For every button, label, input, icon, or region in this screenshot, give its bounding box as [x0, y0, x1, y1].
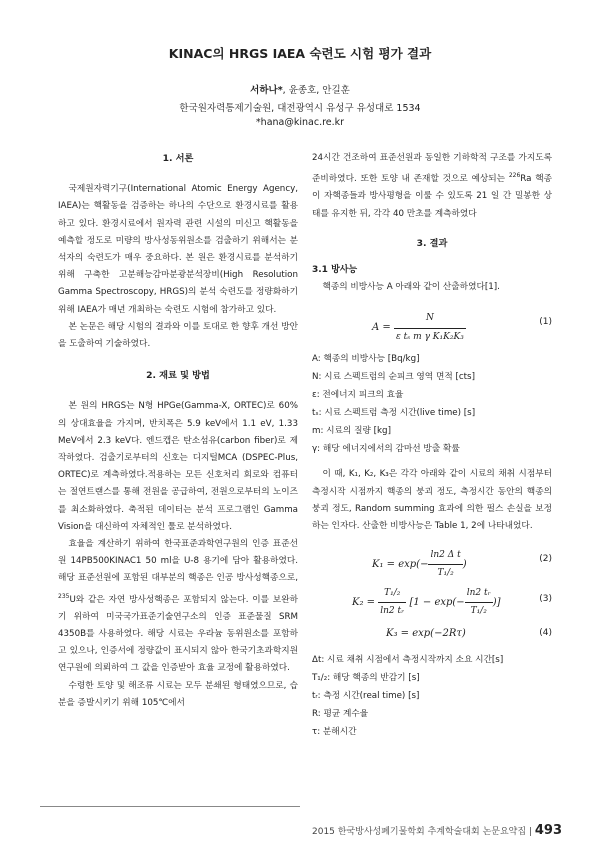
equation-3: K₂ = $\frac{\text{T₁/₂}}{\text{ln2 tᵣ}}$ [1 − exp(− $\frac{\text{ln2 tᵣ}}{\text{T₁/₂}}$ )] (3) — [312, 581, 552, 621]
right-column — [312, 150, 552, 741]
page-number: 493 — [534, 823, 562, 838]
intro-paragraph-2: 본 논문은 해당 시험의 결과와 이를 토대로 한 향후 개선 방안을 도출하여 기술하였다. — [58, 321, 298, 350]
lead-author: 서하나 — [250, 85, 278, 96]
intro-paragraph-1: 국제원자력기구(International Atomic Energy Agency, IAEA)는 핵활동을 검증하는 하나의 수단으로 환경시료를 활용하고 있다. 환경시료에서 원자력 관련 시설의 미신고 핵활동을 예측할 정도로 미량의 방사성동위원소를 검출하기 위해서는 분석자의 숙련도가 매우 중요하다. 본 원은 환경시료를 분석하기 위해 구축한 고분해능감마분광분석장비(High Resolution Gamma Spectroscopy, HRGS)의 분석 숙련도를 정량화하기 위해 IAEA가 매년 개최하는 숙련도 시험에 참가하고 있다. — [58, 184, 298, 315]
methods-paragraph-3: 수령한 토양 및 해조류 시료는 모두 분쇄된 형태였으므로, 습분을 증발시키기 위해 105℃에서 — [58, 680, 298, 708]
prep-paragraph: 24시간 건조하여 표준선원과 동일한 기하학적 구조를 가지도록 준비하였다. 또한 토양 내 존재할 것으로 예상되는 $^{226}$Ra 핵종이 자핵종들과 방사평형을 이룰 수 있도록 21 일 간 밀봉한 상태를 유지한 뒤, 각각 40 만초를 계측하였다 — [312, 153, 552, 219]
activity-subheading: 3.1 방사능 — [312, 264, 358, 275]
page-footer — [312, 823, 562, 838]
intro-heading: 1. 서론 — [162, 153, 194, 164]
definition-item: R: 평균 계수율 — [312, 709, 369, 720]
equation-4-number: (4) — [539, 628, 552, 639]
affiliation: 한국원자력통제기술원, 대전광역시 유성구 유성대로 1534 — [179, 103, 421, 114]
left-column — [58, 150, 298, 712]
methods-heading: 2. 재료 및 방법 — [146, 370, 210, 382]
definition-item: tᵣ: 측정 시간(real time) [s] — [312, 691, 420, 702]
methods-paragraph-1: 본 원의 HRGS는 N형 HPGe(Gamma-X, ORTEC)로 60%의 상대효율을 가지며, 반치폭은 5.9 keV에서 1.1 eV, 1.33 MeV에서 2.3 keV다. 엔드캡은 탄소섬유(carbon fiber)로 제작하였다. 검출기로부터의 신호는 디지털MCA (DSPEC-Plus, ORTEC)로 계측하였다.적용하는 모든 신호처리 회로와 컴퓨터는 절연트랜스를 통해 전원을 공급하여, 전원으로부터의 노이즈를 최소화하였다. 축적된 데이터는 분석 프로그램인 Gamma Vision을 대신하여 자체적인 툴로 분석하였다. — [58, 401, 298, 532]
results-heading: 3. 결과 — [416, 237, 448, 249]
footer-rule — [40, 806, 300, 807]
equation-3-number: (3) — [539, 594, 552, 605]
definition-item: Δt: 시료 채취 시점에서 측정시작까지 소요 시간[s] — [312, 655, 504, 666]
definition-item: A: 핵종의 비방사능 [Bq/kg] — [312, 354, 420, 365]
author-email: *hana@kinac.re.kr — [255, 117, 345, 128]
paper-title: KINAC의 HRGS IAEA 숙련도 시험 평가 결과 — [168, 46, 432, 61]
definition-item: τ: 분해시간 — [312, 727, 357, 738]
definition-item: N: 시료 스펙트럼의 순피크 영역 면적 [cts] — [312, 372, 475, 383]
equation-4: K₃ = exp(−2Rτ) (4) — [312, 621, 552, 647]
footer-text: 2015 한국방사성폐기물학회 추계학술대회 논문요약집 — [312, 827, 527, 837]
footer-separator: | — [528, 827, 532, 837]
author-list — [0, 82, 600, 96]
definitions-2 — [312, 651, 552, 741]
equation-2-number: (2) — [539, 554, 552, 565]
definition-item: ε: 전에너지 피크의 효율 — [312, 390, 404, 401]
definition-item: T₁/₂: 해당 핵종의 반감기 [s] — [312, 673, 420, 684]
correction-paragraph: 이 때, K₁, K₂, K₃은 각각 아래와 같이 시료의 채취 시점부터 측정시작 시점까지 핵종의 붕괴 정도, 측정시간 동안의 핵종의 붕괴 정도, Random summing 효과에 의한 펄스 손실을 보정하는 인자다. 산출한 비방사능은 Table 1, 2에 나타내었다. — [312, 469, 552, 531]
equation-1: A = $\frac{N}{\text{ε tₛ m γ K₁K₂K₃}}$ (1) — [312, 304, 552, 344]
definition-item: γ: 해당 에너지에서의 감마선 방출 확률 — [312, 444, 460, 455]
definition-item: m: 시료의 질량 [kg] — [312, 426, 391, 437]
activity-intro: 핵종의 비방사능 A 아래와 같이 산출하였다[1]. — [322, 282, 500, 293]
definitions-1 — [312, 350, 552, 458]
equation-2: K₁ = exp(− $\frac{\text{ln2 Δ t}}{\text{T₁/₂}}$ ) (2) — [312, 541, 552, 581]
co-authors: , 윤종호, 안길훈 — [282, 85, 350, 96]
equation-1-number: (1) — [539, 317, 552, 328]
methods-paragraph-2: 효율을 계산하기 위하여 한국표준과학연구원의 인증 표준선원 14PB500KINAC1 50 ml을 U-8 용기에 담아 활용하였다. 해당 표준선원에 포함된 대부분의 핵종은 인공 방사성핵종으로, $^{235}$U와 같은 자연 방사성핵종은 포함되지 않는다. 이를 보완하기 위하여 미국국가표준기술연구소의 인증 표준물질 SRM 4350B를 사용하였다. 해당 시료는 우라늄 동위원소를 포함하고 있으나, 인증서에 정량값이 표시되지 않아 한국기초과학지원연구원에 의뢰하여 그 값을 인증받아 효율 교정에 활용하였다. — [58, 539, 298, 674]
corresponding-mark: * — [277, 85, 283, 96]
definition-item: tₛ: 시료 스펙트럼 측정 시간(live time) [s] — [312, 408, 476, 419]
